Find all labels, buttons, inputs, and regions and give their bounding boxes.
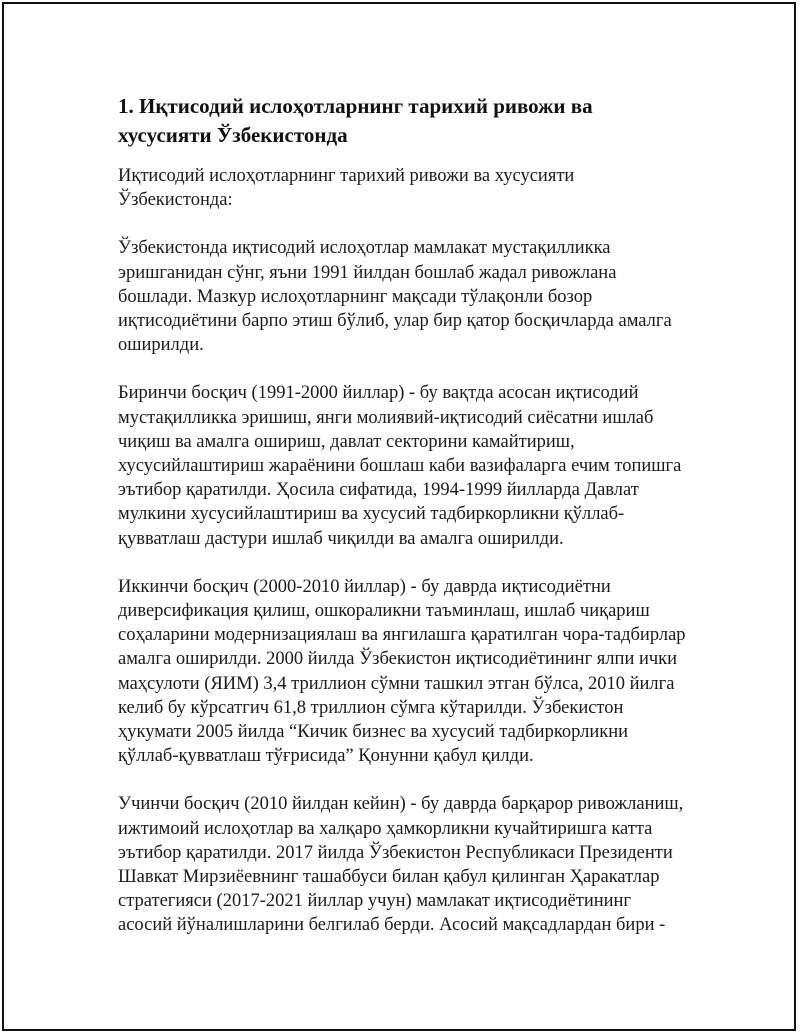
paragraph-stage-three [118,792,698,937]
text-line: ҳукумати 2005 йилда “Кичик бизнес ва хусусий тадбиркорликни [118,722,629,743]
text-line: Шавкат Мирзиёевнинг ташаббуси билан қабул қилинган Ҳаракатлар [118,867,660,888]
text-line: амалга оширилди. 2000 йилда Ўзбекистон иқтисодиётининг ялпи ички [118,649,678,670]
paragraph-stage-two [118,575,698,769]
text-line: хусусийлаштириш жараёнини бошлаш каби вазифаларга ечим топишга [118,456,682,477]
text-line: стратегияси (2017-2021 йиллар учун) мамлакат иқтисодиётининг [118,891,632,912]
text-line: Иккинчи босқич (2000-2010 йиллар) - бу даврда иқтисодиётни [118,576,611,597]
text-line: маҳсулоти (ЯИМ) 3,4 триллион сўмни ташкил этган бўлса, 2010 йилга [118,673,675,694]
text-line: эътибор қаратилди. Ҳосила сифатида, 1994-1999 йилларда Давлат [118,480,639,501]
paragraph-overview [118,236,698,357]
text-line: Иқтисодий ислоҳотларнинг тарихий ривожи ва хусусияти [118,166,575,186]
text-line: чиқиш ва амалга ошириш, давлат секторини камайтириш, [118,431,575,452]
section-heading [118,92,698,150]
text-line: асосий йўналишларини белгилаб берди. Асосий мақсадлардан бири - [118,915,666,936]
text-line: қўллаб-қувватлаш тўғрисида” Қонунни қабул қилди. [118,746,534,767]
text-line: оширилди. [118,335,204,356]
text-line: бошлади. Мазкур ислоҳотларнинг мақсади тўлақонли бозор [118,286,593,307]
text-line: иқтисодиётини барпо этиш бўлиб, улар бир қатор босқичларда амалга [118,311,672,332]
text-line: диверсификация қилиш, ошкораликни таъминлаш, ишлаб чиқариш [118,601,650,622]
heading-line: хусусияти Ўзбекистонда [118,123,348,147]
text-line: Учинчи босқич (2010 йилдан кейин) - бу даврда барқарор ривожланиш, [118,794,684,815]
text-line: Ўзбекистонда иқтисодий ислоҳотлар мамлакат мустақилликка [118,238,611,259]
text-line: мустақилликка эришиш, янги молиявий-иқтисодий сиёсатни ишлаб [118,407,654,428]
text-line: Биринчи босқич (1991-2000 йиллар) - бу вақтда асосан иқтисодий [118,383,639,404]
text-line: соҳаларини модернизациялаш ва янгилашга қаратилган чора-тадбирлар [118,625,686,646]
text-line: келиб бу кўрсатгич 61,8 триллион сўмга кўтарилди. Ўзбекистон [118,697,624,718]
paragraph-intro [118,164,698,212]
text-line: эътибор қаратилди. 2017 йилда Ўзбекистон Республикаси Президенти [118,842,673,863]
text-line: Ўзбекистонда: [118,190,233,211]
text-line: қувватлаш дастури ишлаб чиқилди ва амалга оширилди. [118,528,564,549]
text-line: ижтимоий ислоҳотлар ва халқаро ҳамкорликни кучайтиришга катта [118,818,653,839]
document-body [118,92,698,962]
paragraph-stage-one [118,381,698,550]
heading-line: 1. Иқтисодий ислоҳотларнинг тарихий ривожи ва [118,94,593,118]
text-line: эришганидан сўнг, яъни 1991 йилдан бошлаб жадал ривожлана [118,262,617,283]
text-line: мулкини хусусийлаштириш ва хусусий тадбиркорликни қўллаб- [118,504,625,525]
